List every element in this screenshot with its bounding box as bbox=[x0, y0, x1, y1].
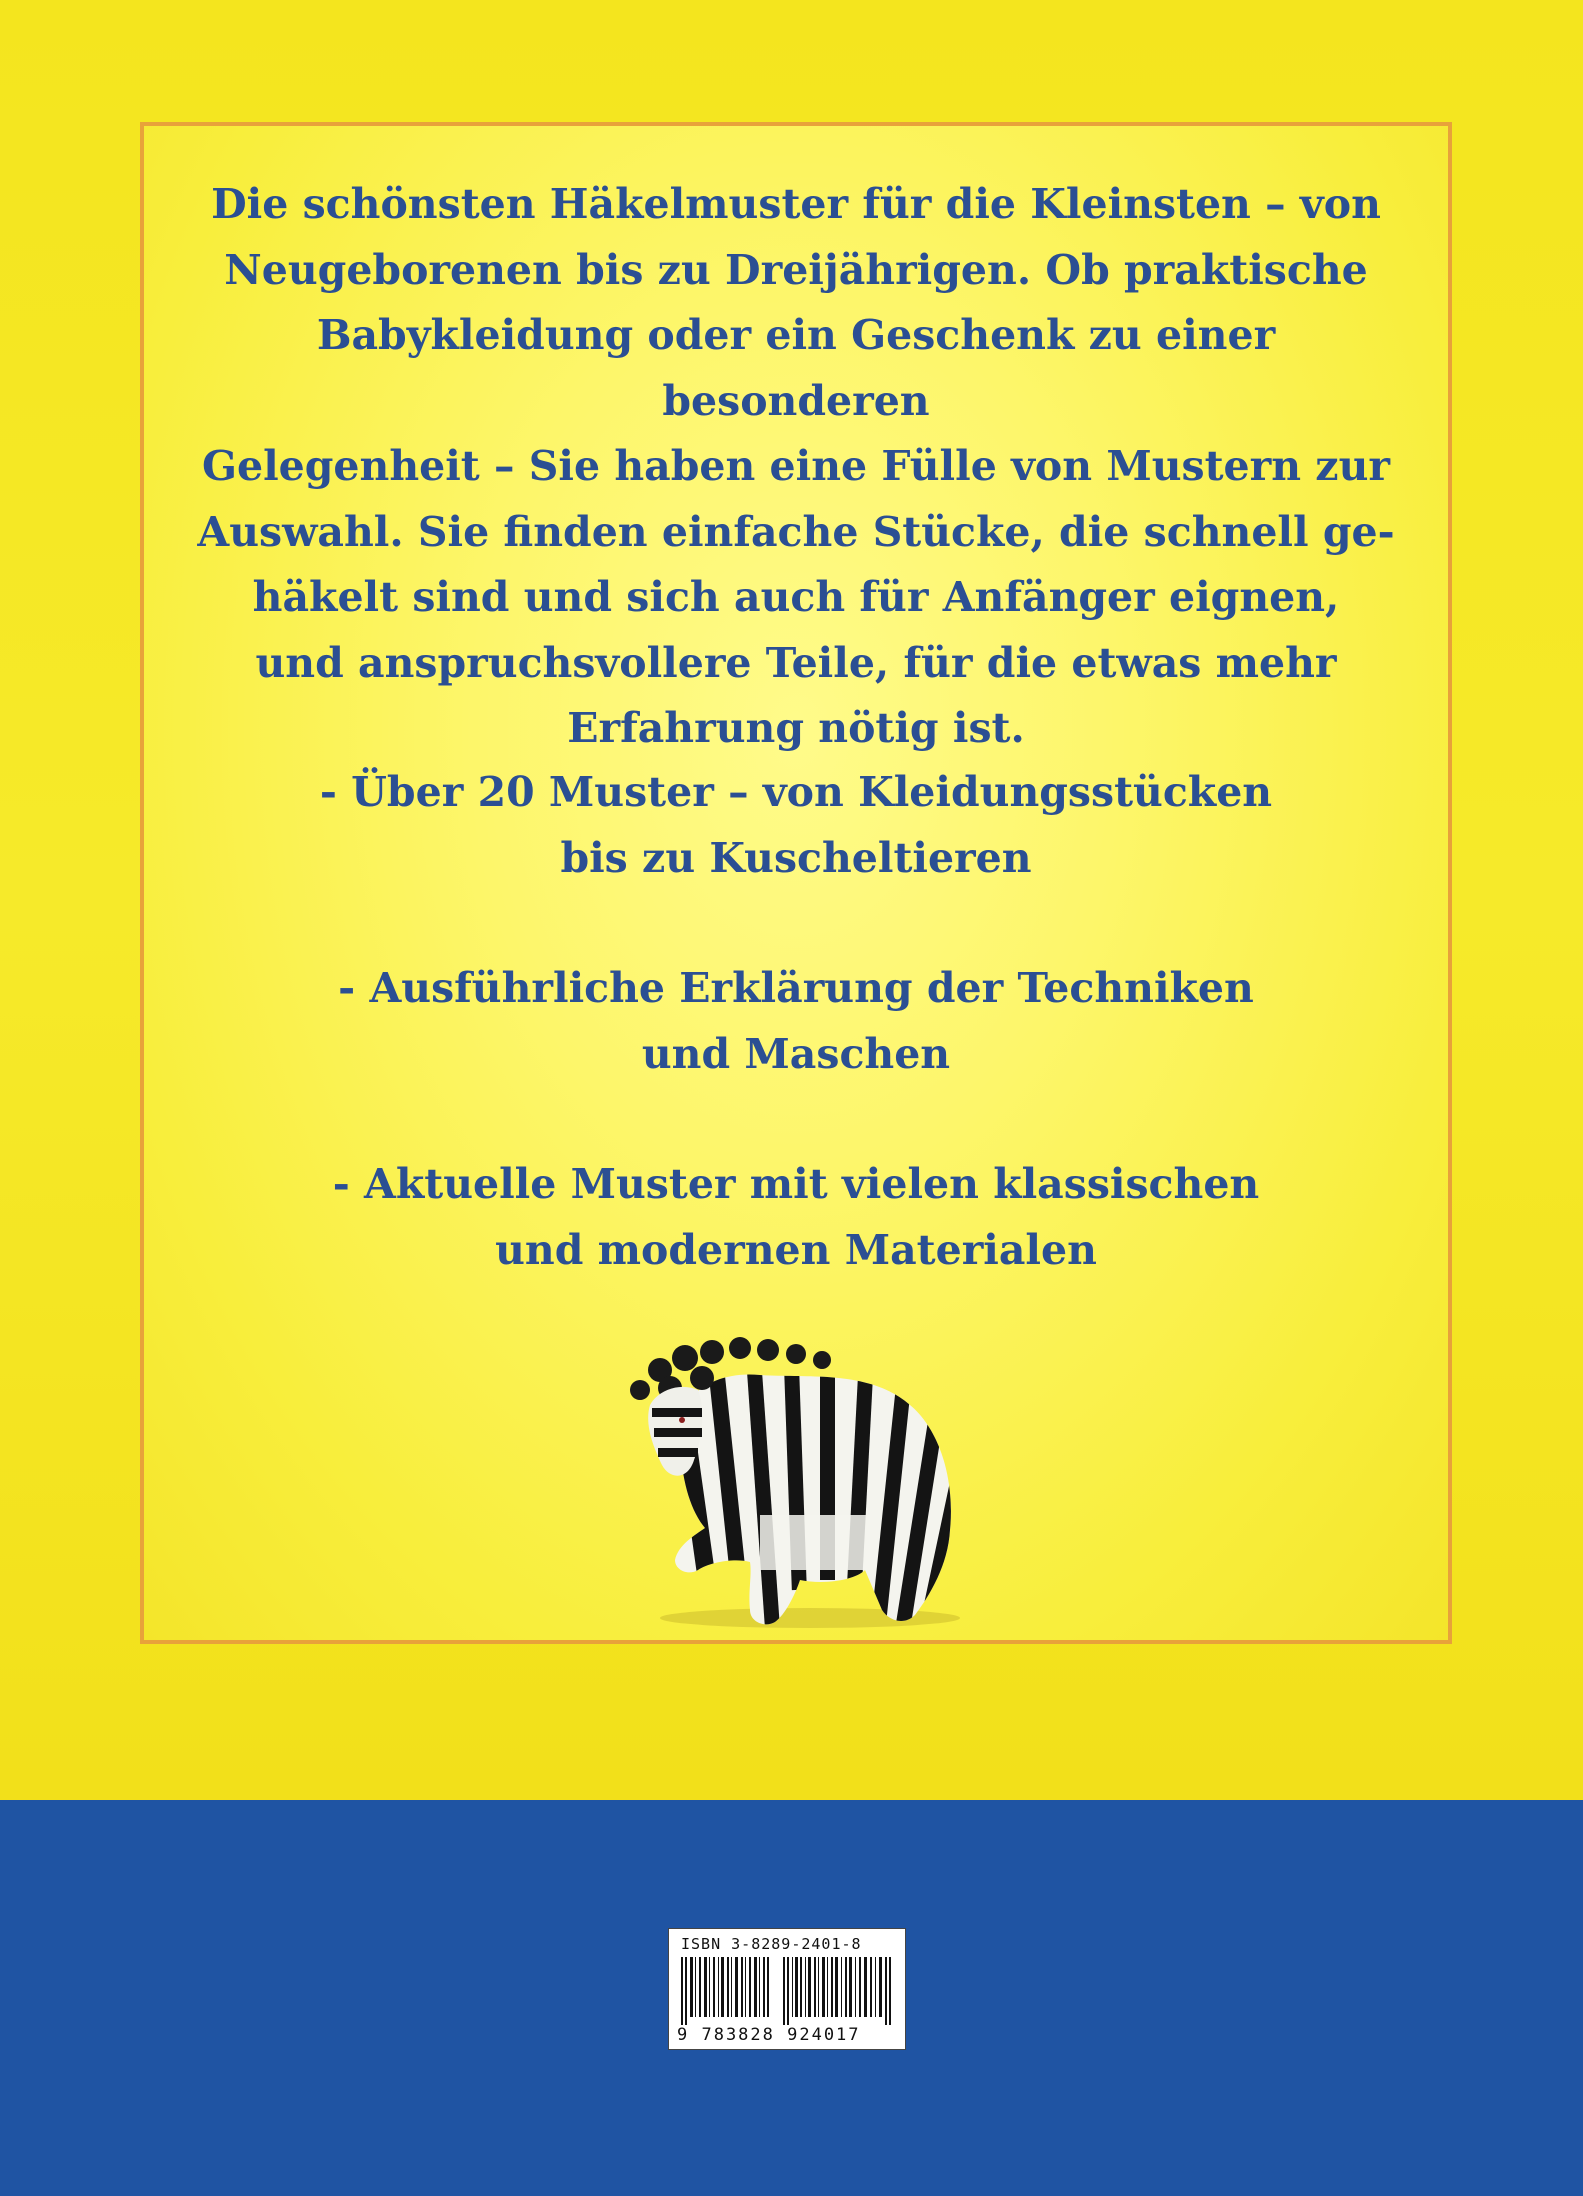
intro-line: Neugeborenen bis zu Dreijährigen. Ob praktische bbox=[224, 245, 1368, 294]
intro-line: Erfahrung nötig ist. bbox=[567, 704, 1025, 752]
ean-number: 9 783828 924017 bbox=[677, 2025, 861, 2045]
isbn-text: ISBN 3-8289-2401-8 bbox=[681, 1935, 862, 1953]
intro-line: Auswahl. Sie finden einfache Stücke, die schnell ge- bbox=[197, 507, 1395, 556]
bullet-line: - Ausführliche Erklärung der Techniken bbox=[338, 964, 1254, 1012]
crocheted-zebra-image bbox=[610, 1330, 980, 1630]
intro-line: Gelegenheit – Sie haben eine Fülle von Mustern zur bbox=[202, 442, 1390, 490]
intro-line: Die schönsten Häkelmuster für die Kleinsten – von bbox=[211, 180, 1381, 228]
intro-line: häkelt sind und sich auch für Anfänger eignen, bbox=[252, 573, 1340, 621]
bullet-techniques bbox=[180, 956, 1412, 1087]
bullet-line: - Aktuelle Muster mit vielen klassischen bbox=[332, 1160, 1260, 1208]
bullet-materials bbox=[180, 1152, 1412, 1283]
barcode-label bbox=[668, 1928, 906, 2050]
barcode-icon bbox=[679, 1957, 897, 2025]
intro-line: und anspruchsvollere Teile, für die etwas mehr bbox=[255, 638, 1337, 687]
intro-line: Babykleidung oder ein Geschenk zu einer besonderen bbox=[316, 311, 1276, 425]
bullet-line: - Über 20 Muster – von Kleidungsstücken bbox=[319, 768, 1273, 816]
bullet-line: bis zu Kuscheltieren bbox=[560, 833, 1032, 882]
bullet-patterns bbox=[180, 760, 1412, 891]
bullet-line: und Maschen bbox=[641, 1029, 951, 1078]
intro-paragraph bbox=[180, 172, 1412, 762]
bullet-line: und modernen Materialen bbox=[495, 1225, 1097, 1274]
